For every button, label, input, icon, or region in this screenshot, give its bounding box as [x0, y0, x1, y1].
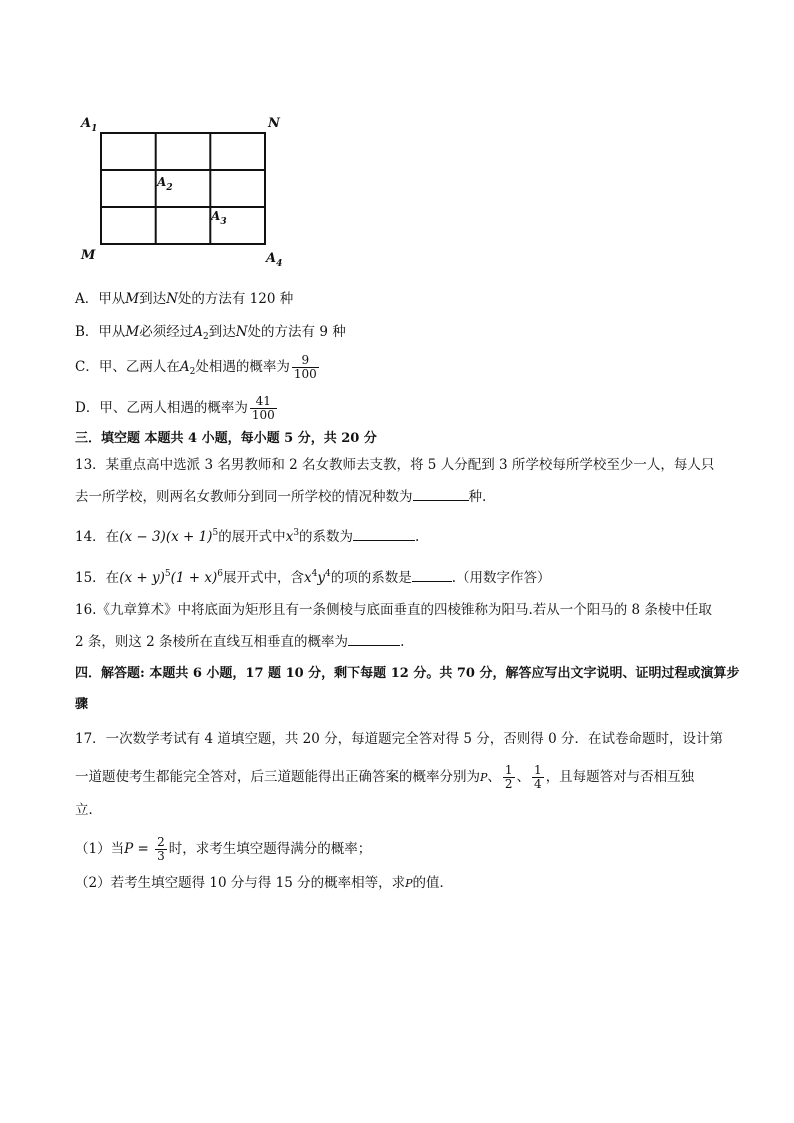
q16-line-2: 2 条，则这 2 条棱所在直线互相垂直的概率为 .: [75, 631, 404, 652]
grid-lines: [101, 133, 265, 244]
fraction-1-4: $\frac{1}{4}$: [534, 763, 542, 791]
fraction-1-2: $\frac{1}{2}$: [504, 763, 513, 791]
grid-outer-rect: [101, 133, 265, 244]
option-c: C．甲、乙两人在$A_2$处相遇的概率为 $\frac{9}{100}$: [75, 353, 317, 381]
q17-sub-1: （1）当P = $\frac{2}{3}$ 时，求考生填空题得满分的概率；: [75, 835, 372, 863]
grid-figure: [76, 110, 296, 270]
fraction-9-100: $\frac{9}{100}$: [293, 353, 317, 381]
q15: 15．在$(x + y)^5(1 + x)^6$展开式中，含$x^4y^4$的项的系数是 .（用数字作答）: [75, 569, 551, 586]
option-b: B．甲从M必须经过$A_2$到达N处的方法有 9 种: [75, 324, 346, 342]
label-m: M: [81, 248, 96, 263]
answer-blank[interactable]: [348, 631, 400, 646]
q14: 14．在$(x - 3)(x + 1)^5$的展开式中$x^3$的系数为 .: [75, 528, 420, 545]
fraction-41-100: $\frac{41}{100}$: [251, 394, 275, 422]
q17-line-2: 一道题使考生都能完全答对，后三道题能得出正确答案的概率分别为P、 $\frac{1}{2}$ 、 $\frac{1}{4}$ ，且每题答对与否相互独: [75, 763, 695, 791]
label-a2: $A_2$: [157, 175, 173, 193]
q17-sub-2: （2）若考生填空题得 10 分与得 15 分的概率相等，求P的值．: [75, 875, 454, 891]
answer-blank[interactable]: [413, 486, 469, 501]
option-d: D．甲、乙两人相遇的概率为 $\frac{41}{100}$: [75, 394, 275, 422]
label-n: N: [268, 116, 280, 131]
label-a1: $A_1$: [81, 116, 98, 134]
q17-line-1: 17．一次数学考试有 4 道填空题，共 20 分，每道题完全答对得 5 分，否则得 0 分．在试卷命题时，设计第: [75, 731, 723, 747]
q13-line-2: 去一所学校，则两名女教师分到同一所学校的情况种数为 种.: [75, 486, 486, 507]
fraction-2-3: $\frac{2}{3}$: [157, 835, 165, 863]
label-a4: $A_4$: [266, 251, 283, 269]
q16-line-1: 16.《九章算术》中将底面为矩形且有一条侧棱与底面垂直的四棱锥称为阳马.若从一个阳马的 8 条棱中任取: [75, 602, 712, 618]
section-3-title: 三．填空题 本题共 4 小题，每小题 5 分，共 20 分: [75, 431, 377, 446]
label-a3: $A_3$: [211, 209, 227, 227]
option-a: A．甲从M到达N处的方法有 120 种: [75, 291, 294, 307]
q17-line-3: 立．: [75, 802, 102, 818]
section-4-title-line-1: 四．解答题: 本题共 6 小题，17 题 10 分，剩下每题 12 分。共 70 分，解答应写出文字说明、证明过程或演算步: [75, 666, 740, 681]
section-4-title-line-2: 骤: [75, 697, 89, 712]
answer-blank[interactable]: [412, 567, 452, 582]
answer-blank[interactable]: [353, 526, 415, 541]
q13-line-1: 13．某重点高中选派 3 名男教师和 2 名女教师去支教，将 5 人分配到 3 所学校每所学校至少一人，每人只: [75, 457, 715, 473]
